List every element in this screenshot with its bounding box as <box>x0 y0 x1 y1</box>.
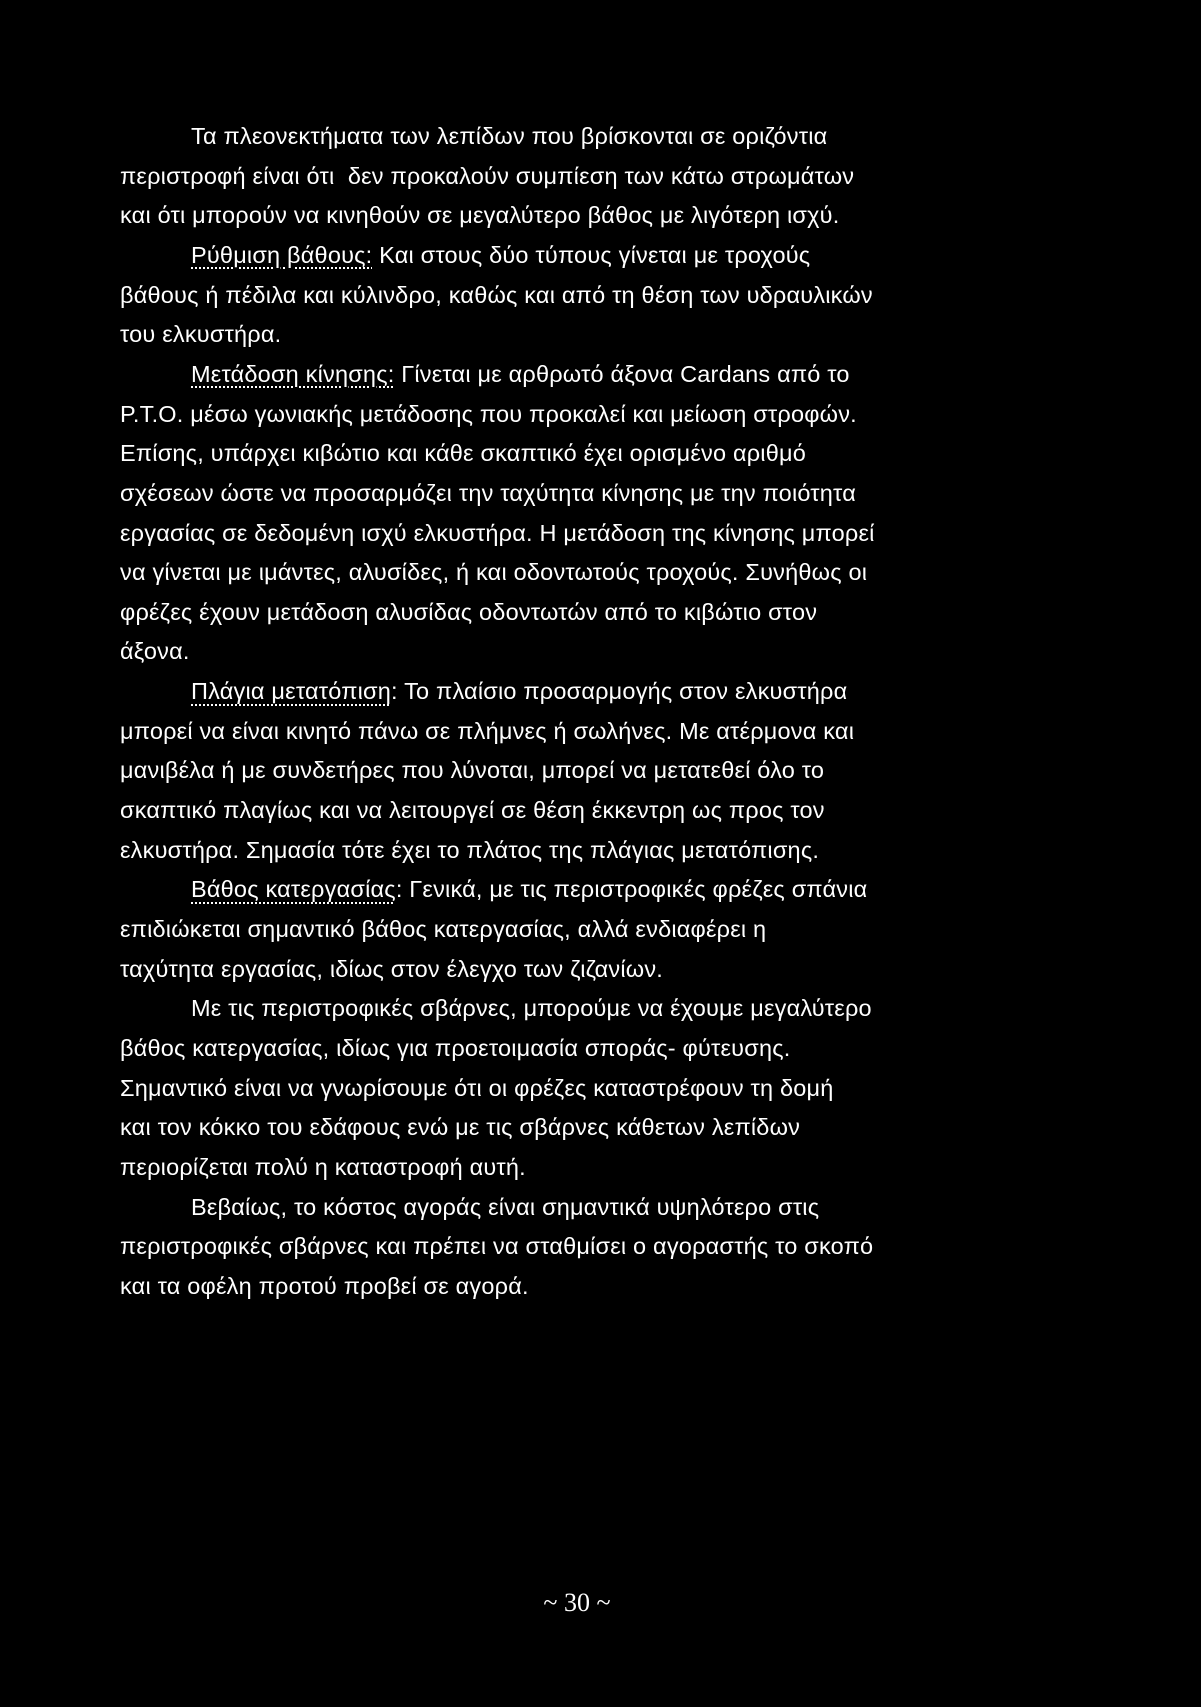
text-line <box>120 275 873 315</box>
text-line <box>120 1147 526 1187</box>
line-text: φρέζες έχουν μετάδοση αλυσίδας οδοντωτών από το κιβώτιο στον <box>120 598 818 625</box>
line-text: Με τις περιστροφικές σβάρνες, μπορούμε να έχουμε μεγαλύτερο <box>191 995 872 1022</box>
section-heading: Μετάδοση κίνησης: <box>191 360 395 387</box>
line-text: ελκυστήρα. Σημασία τότε έχει το πλάτος της πλάγιας μετατόπισης. <box>120 836 820 863</box>
text-line <box>120 592 817 632</box>
line-text: μανιβέλα ή με συνδετήρες που λύνοται, μπορεί να μετατεθεί όλο το <box>120 757 825 784</box>
line-text: και τον κόκκο του εδάφους ενώ με τις σβάρνες κάθετων λεπίδων <box>120 1114 801 1141</box>
text-line <box>191 671 847 711</box>
text-line <box>120 631 190 671</box>
text-line <box>120 750 824 790</box>
text-line <box>120 473 856 513</box>
line-text: Βεβαίως, το κόστος αγοράς είναι σημαντικά υψηλότερο στις <box>191 1193 820 1220</box>
text-line <box>191 869 867 909</box>
line-text: Σημαντικό είναι να γνωρίσουμε ότι οι φρέζες καταστρέφουν τη δομή <box>120 1074 834 1101</box>
line-text: : Το πλαίσιο προσαρμογής στον ελκυστήρα <box>391 678 848 705</box>
section-heading: Βάθος κατεργασίας <box>191 876 396 903</box>
line-text: του ελκυστήρα. <box>120 321 282 348</box>
text-line <box>191 988 872 1028</box>
text-line <box>120 1107 800 1147</box>
text-line <box>191 1187 819 1227</box>
line-text: περιορίζεται πολύ η καταστροφή αυτή. <box>120 1153 526 1180</box>
text-line <box>120 552 867 592</box>
line-text: άξονα. <box>120 638 190 665</box>
text-line <box>120 394 857 434</box>
text-line <box>120 314 281 354</box>
line-text: βάθους ή πέδιλα και κύλινδρο, καθώς και από τη θέση των υδραυλικών <box>120 281 873 308</box>
line-text: εργασίας σε δεδομένη ισχύ ελκυστήρα. Η μετάδοση της κίνησης μπορεί <box>120 519 875 546</box>
text-line <box>120 1266 529 1306</box>
line-text: Και στους δύο τύπους γίνεται με τροχούς <box>372 241 811 268</box>
line-text: επιδιώκεται σημαντικό βάθος κατεργασίας, αλλά ενδιαφέρει η <box>120 916 767 942</box>
line-text: και ότι μπορούν να κινηθούν σε μεγαλύτερο βάθος με λιγότερη ισχύ. <box>120 202 840 229</box>
line-text: βάθος κατεργασίας, ιδίως για προετοιμασία σποράς- φύτευσης. <box>120 1034 791 1061</box>
line-text: Επίσης, υπάρχει κιβώτιο και κάθε σκαπτικό έχει ορισμένο αριθμό <box>120 440 806 467</box>
line-text: Τα πλεονεκτήματα των λεπίδων που βρίσκονται σε οριζόντια <box>191 123 828 149</box>
line-text: περιστροφικές σβάρνες και πρέπει να σταθμίσει ο αγοραστής το σκοπό <box>120 1233 874 1260</box>
text-line <box>120 156 854 196</box>
line-text: και τα οφέλη προτού προβεί σε αγορά. <box>120 1272 529 1299</box>
line-text: ταχύτητα εργασίας, ιδίως στον έλεγχο των ζιζανίων. <box>120 955 664 982</box>
line-text: περιστροφή είναι ότι δεν προκαλούν συμπίεση των κάτω στρωμάτων <box>120 162 855 189</box>
line-text: σχέσεων ώστε να προσαρμόζει την ταχύτητα κίνησης με την ποιότητα <box>120 479 856 506</box>
text-line <box>120 1068 834 1108</box>
text-line <box>120 433 806 473</box>
text-line <box>120 790 825 830</box>
text-line <box>120 1028 790 1068</box>
text-line <box>120 195 839 235</box>
page-number: ~ 30 ~ <box>543 1588 611 1617</box>
line-text: Ρ.Τ.Ο. μέσω γωνιακής μετάδοσης που προκαλεί και μείωση στροφών. <box>120 400 857 427</box>
text-line <box>120 711 854 751</box>
text-line <box>120 909 766 949</box>
text-line <box>120 513 875 553</box>
line-text: μπορεί να είναι κινητό πάνω σε πλήμνες ή σωλήνες. Με ατέρμονα και <box>120 717 855 744</box>
text-line <box>120 1226 873 1266</box>
line-text: Γίνεται με αρθρωτό άξονα Cardans από το <box>394 360 850 387</box>
section-heading: Πλάγια μετατόπιση <box>191 678 392 705</box>
text-line <box>191 354 850 394</box>
section-heading: Ρύθμιση βάθους: <box>191 241 373 268</box>
line-text: : Γενικά, με τις περιστροφικές φρέζες σπάνια <box>395 876 868 903</box>
text-line <box>191 235 810 275</box>
text-line <box>120 830 819 870</box>
text-line <box>191 116 827 156</box>
text-line <box>120 949 663 989</box>
line-text: σκαπτικό πλαγίως και να λειτουργεί σε θέση έκκεντρη ως προς τον <box>120 797 825 824</box>
line-text: να γίνεται με ιμάντες, αλυσίδες, ή και οδοντωτούς τροχούς. Συνήθως οι <box>120 559 868 586</box>
